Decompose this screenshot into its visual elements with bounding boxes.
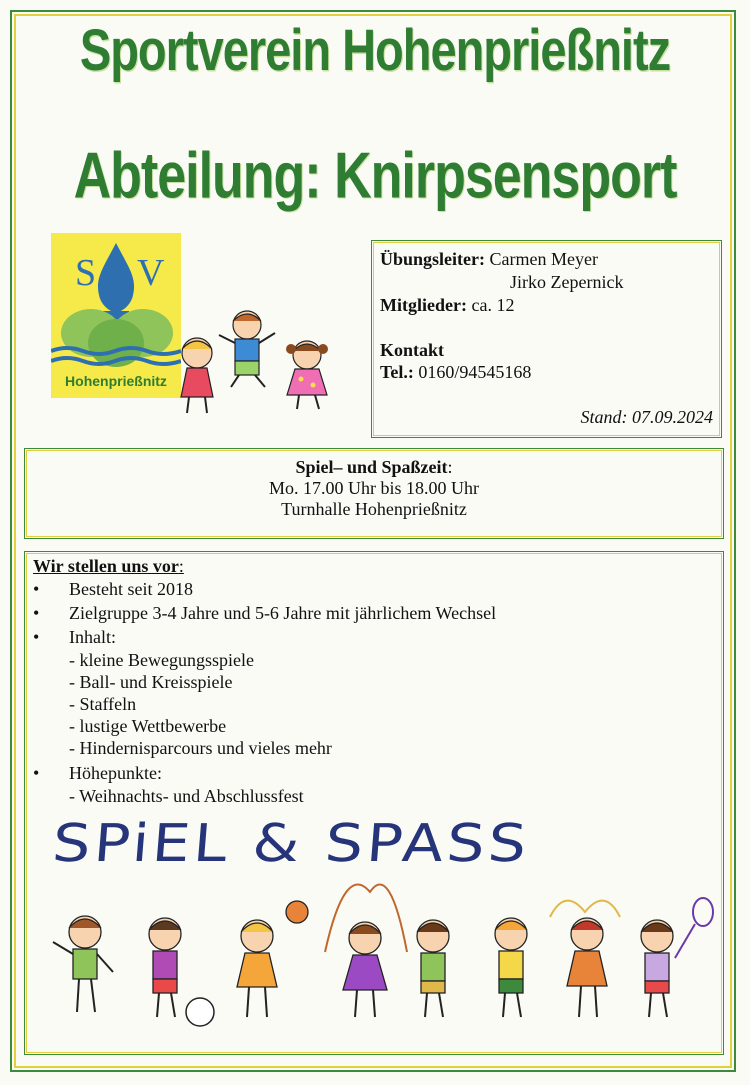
leaders-row: [380, 249, 598, 270]
kid-3: [237, 901, 308, 1017]
schedule-time: Mo. 17.00 Uhr bis 18.00 Uhr: [269, 478, 479, 498]
leaders-label: Übungsleiter:: [380, 249, 485, 269]
club-logo: [51, 233, 181, 398]
about-box: [26, 553, 722, 1053]
stand-date: Stand: 07.09.2024: [580, 407, 713, 427]
leader-1: Carmen Meyer: [489, 249, 598, 269]
phone-label: Tel.:: [380, 362, 414, 382]
phone-row: [380, 362, 531, 383]
list-item-text: Besteht seit 2018: [69, 579, 193, 599]
contact-heading: [380, 340, 444, 361]
list-item-text: Zielgruppe 3-4 Jahre und 5-6 Jahre mit jährlichem Wechsel: [69, 603, 497, 623]
page-subtitle: Abteilung: Knirpsensport: [73, 139, 677, 213]
members-label: Mitglieder:: [380, 295, 467, 315]
cartoon-kids-illustration: [175, 305, 345, 420]
kid-7-ribbon: [550, 901, 620, 1017]
bullet-icon: •: [33, 763, 40, 783]
content-item: - lustige Wettbewerbe: [69, 716, 227, 736]
page-title: Sportverein Hohenprießnitz: [79, 16, 671, 83]
bullet-icon: •: [33, 603, 40, 623]
handwritten-slogan: SPiEL & SPASS: [50, 814, 532, 874]
highlight-item: - Weihnachts- und Abschlussfest: [69, 786, 304, 806]
list-item-text: Höhepunkte:: [69, 763, 162, 783]
content-item: - Staffeln: [69, 694, 137, 714]
schedule-colon: :: [447, 457, 453, 477]
schedule-box: [26, 450, 722, 537]
bullet-icon: •: [33, 579, 40, 599]
kid-8-racket: [641, 898, 713, 1017]
kid-4-jump-rope: [325, 885, 407, 1018]
info-box: [373, 242, 720, 436]
content-item: - Hindernisparcours und vieles mehr: [69, 738, 332, 758]
kids-row-illustration: [35, 872, 715, 1042]
logo-name: Hohenprießnitz: [65, 373, 167, 389]
members-row: [380, 295, 514, 316]
content-item: - kleine Bewegungsspiele: [69, 650, 254, 670]
kid-girl-right: [286, 341, 328, 409]
schedule-title-text: Spiel– und Spaßzeit: [295, 457, 448, 477]
kid-5: [417, 920, 449, 1017]
content-item: - Ball- und Kreisspiele: [69, 672, 233, 692]
kid-girl-left: [181, 338, 213, 413]
phone-value: 0160/94545168: [418, 362, 532, 382]
about-heading: [33, 556, 184, 577]
kid-2: [149, 918, 214, 1026]
list-item-text: Inhalt:: [69, 627, 116, 647]
schedule-title: [27, 457, 721, 478]
logo-letter-s: S: [75, 252, 97, 294]
contact-label: Kontakt: [380, 340, 445, 360]
leader-2: Jirko Zepernick: [510, 272, 624, 292]
schedule-place: Turnhalle Hohenprießnitz: [281, 499, 467, 519]
members-value: ca. 12: [471, 295, 515, 315]
kid-boy-middle: [219, 311, 275, 387]
kid-1: [53, 916, 113, 1012]
bullet-icon: •: [33, 627, 40, 647]
about-heading-colon: :: [178, 556, 184, 576]
logo-letter-v: V: [137, 252, 165, 294]
about-heading-text: Wir stellen uns vor: [33, 556, 179, 576]
kid-6: [495, 918, 527, 1017]
